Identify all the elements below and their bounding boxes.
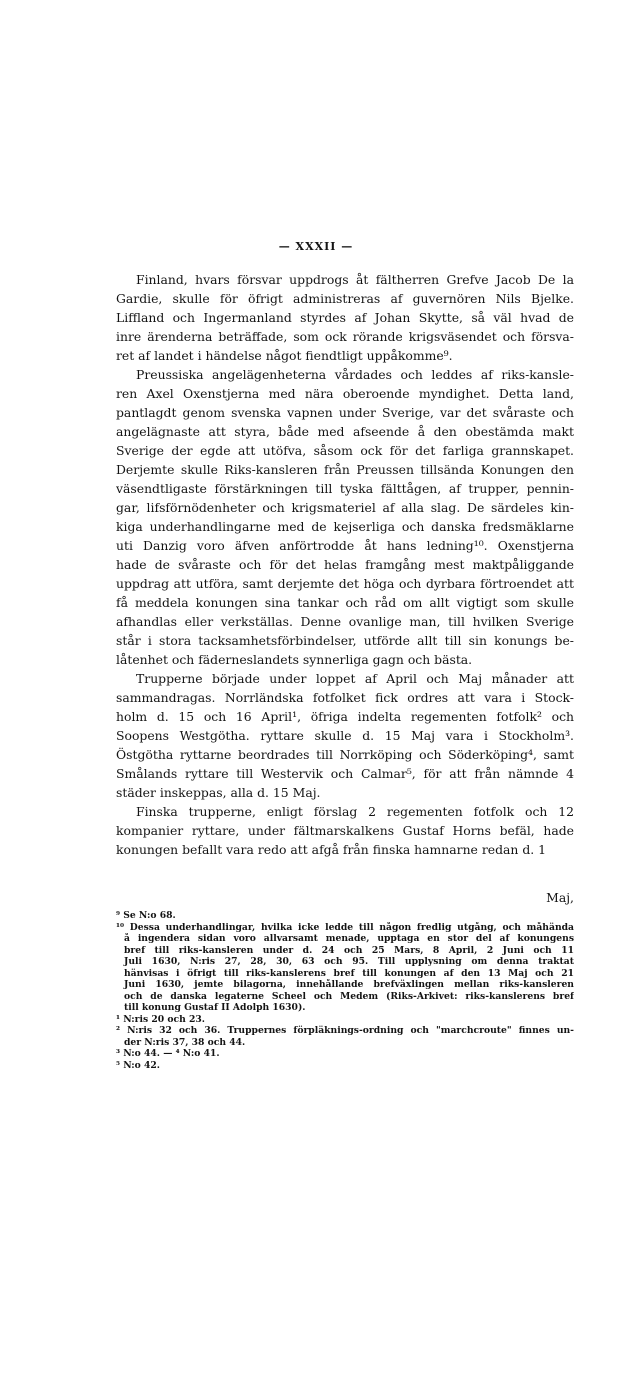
footnote-line: å ingendera sidan voro allvarsamt menade, upptaga en stor del af konungens [124, 933, 574, 944]
text-line: Soopens Westgötha. ryttare skulle d. 15 Maj vara i Stockholm³. [116, 728, 574, 743]
footnote-line: och de danska legaterne Scheel och Medem (Riks-Arkivet: riks-kanslerens bref [124, 990, 574, 1002]
text-line: Gardie, skulle för öfrigt administreras af guvernören Nils Bjelke. [116, 291, 574, 306]
footnote-line: der N:ris 37, 38 och 44. [124, 1036, 246, 1048]
text-line: uppdrag att utföra, samt derjemte det höga och dyrbara förtroendet att [116, 576, 574, 591]
text-line: angelägnaste att styra, både med afseende å den obestämda makt [116, 424, 574, 439]
text-line: ren Axel Oxenstjerna med nära oberoende myndighet. Detta land, [116, 386, 574, 401]
text-line: står i stora tacksamhetsförbindelser, utförde allt till sin konungs be- [116, 633, 574, 648]
paragraph [116, 669, 574, 802]
text-line: Liffland och Ingermanland styrdes af Johan Skytte, så väl hvad de [116, 310, 574, 325]
text-line: afhandlas eller verkställas. Denne ovanlige man, till hvilken Sverige [116, 614, 574, 629]
text-line: ret af landet i händelse något fiendtligt uppåkomme⁹. [116, 348, 453, 363]
footnote [116, 910, 574, 922]
footnote-line: till konung Gustaf II Adolph 1630). [124, 1002, 306, 1013]
footnote-line: bref till riks-kansleren under d. 24 och 25 Mars, 8 April, 2 Juni och 11 [124, 944, 574, 956]
footnote-line: ¹⁰ Dessa underhandlingar, hvilka icke ledde till någon fredlig utgång, och måhända [116, 921, 574, 933]
text-line: Derjemte skulle Riks-kansleren från Preussen tillsända Konungen den [116, 462, 574, 477]
footnote [116, 1025, 574, 1048]
text-line: Östgötha ryttarne beordrades till Norrköping och Söderköping⁴, samt [116, 747, 574, 762]
footnote [116, 1014, 574, 1026]
footnote-line: hänvisas i öfrigt till riks-kanslerens bref till konungen af den 13 Maj och 21 [124, 967, 574, 979]
footnote-line: ⁹ Se N:o 68. [116, 910, 176, 921]
footnote-line: Juni 1630, jemte bilagorna, innehållande brefväxlingen mellan riks-kansleren [124, 979, 574, 990]
text-line: städer inskeppas, alla d. 15 Maj. [116, 785, 321, 800]
footnote-line: ¹ N:ris 20 och 23. [116, 1013, 205, 1025]
text-line: låtenhet och fäderneslandets synnerliga gagn och bästa. [116, 652, 473, 667]
text-line: uti Danzig voro äfven anförtrodde åt hans ledning¹⁰. Oxenstjerna [116, 538, 574, 553]
text-line: pantlagdt genom svenska vapnen under Sverige, var det svåraste och [116, 405, 574, 420]
body-text [116, 270, 574, 859]
text-line: Trupperne började under loppet af April och Maj månader att [136, 671, 574, 686]
text-line: Finland, hvars försvar uppdrogs åt fältherren Grefve Jacob De la [136, 272, 574, 287]
text-line: Preussiska angelägenheterna vårdades och leddes af riks-kansle- [136, 367, 574, 382]
text-line: kiga underhandlingarne med de kejserliga och danska fredsmäklarne [116, 519, 574, 534]
text-line: väsendtligaste förstärkningen till tyska fälttågen, af trupper, pennin- [116, 481, 574, 496]
paragraph [116, 270, 574, 365]
text-line: sammandragas. Norrländska fotfolket fick ordres att vara i Stock- [116, 690, 574, 705]
footnote-line: ³ N:o 44. — ⁴ N:o 41. [116, 1048, 220, 1059]
footnote-line: ² N:ris 32 och 36. Truppernes förpläknings-ordning och "marchcroute" finnes un- [116, 1025, 574, 1036]
text-line: inre ärenderna beträffade, som ock rörande krigsväsendet och försva- [116, 329, 574, 344]
text-line: hade de svåraste och för det helas framgång mest maktpåliggande [116, 557, 574, 572]
text-line: konungen befallt vara redo att afgå från finska hamnarne redan d. 1 [116, 842, 547, 857]
running-head: — XXXII — [278, 240, 354, 253]
text-line: gar, lifsförnödenheter och krigsmateriel af alla slag. De särdeles kin- [116, 500, 574, 515]
paragraph [116, 802, 574, 859]
catchword: Maj, [546, 890, 574, 905]
text-line: Finska trupperne, enligt förslag 2 regementen fotfolk och 12 [136, 804, 574, 819]
footnote-line: ⁵ N:o 42. [116, 1059, 160, 1071]
text-line: Smålands ryttare till Westervik och Calmar⁵, för att från nämnde 4 [116, 766, 574, 781]
text-line: kompanier ryttare, under fältmarskalkens Gustaf Horns befäl, hade [116, 823, 574, 838]
footnote-line: Juli 1630, N:ris 27, 28, 30, 63 och 95. Till upplysning om denna traktat [124, 956, 574, 967]
footnotes [116, 910, 574, 1071]
footnote [116, 922, 574, 1014]
text-line: holm d. 15 och 16 April¹, öfriga indelta regementen fotfolk² och [116, 709, 574, 724]
footnote [116, 1048, 574, 1060]
footnote [116, 1060, 574, 1072]
text-line: få meddela konungen sina tankar och råd om allt vigtigt som skulle [116, 595, 574, 610]
paragraph [116, 365, 574, 669]
text-line: Sverige der egde att utöfva, såsom ock för det farliga grannskapet. [116, 443, 574, 458]
